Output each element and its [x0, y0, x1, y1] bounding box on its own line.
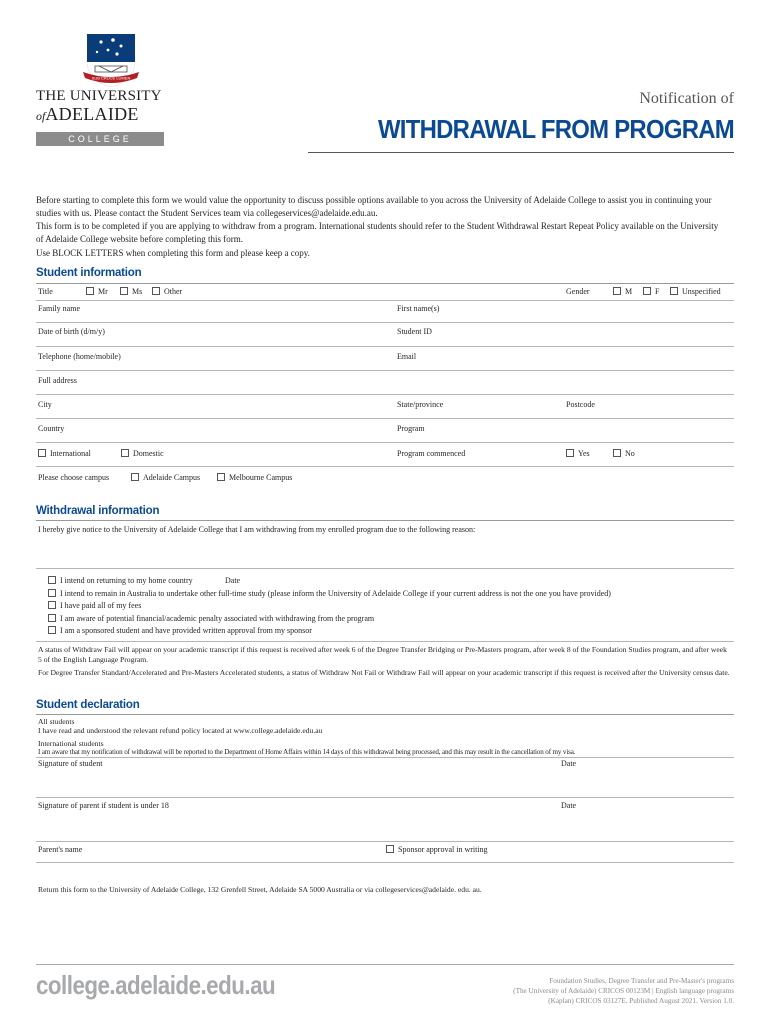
withdraw-fail-note: A status of Withdraw Fail will appear on your academic transcript if this request is received after week 6 of the Degree Transfer Bridging or Pre-Masters program, after week 8 of the Foundation Studies program, and after week 5 of the English Language Program. [38, 645, 727, 664]
footer-line1: Foundation Studies, Degree Transfer and Pre-Master's programs [549, 977, 734, 985]
title-option-ms[interactable]: Ms [120, 287, 142, 297]
unspecified-checkbox[interactable] [670, 287, 678, 295]
declaration-heading: Student declaration [36, 699, 140, 711]
state-field[interactable]: State/province [397, 400, 444, 409]
logo-of: of [36, 109, 46, 123]
declaration-top-rule [36, 714, 734, 715]
row-rule [36, 394, 734, 395]
all-students-label: All students [38, 717, 75, 726]
title-option-mr[interactable]: Mr [86, 287, 108, 297]
student-id-field[interactable]: Student ID [397, 327, 432, 336]
university-logo [36, 32, 168, 150]
return-date-field[interactable]: Date [225, 576, 241, 585]
signature-rule [36, 841, 734, 842]
postcode-field[interactable]: Postcode [566, 400, 595, 409]
census-date-note: For Degree Transfer Standard/Accelerated and Pre-Masters Accelerated students, a status of Withdraw Not Fail or Withdraw Fail will appear on your academic transcript if this request is received after the University census date. [38, 668, 730, 677]
row-rule [36, 466, 734, 467]
full-address-field[interactable]: Full address [38, 376, 77, 385]
notification-label: Notification of [639, 90, 734, 107]
domestic-checkbox[interactable] [121, 449, 129, 457]
remain-australia-checkbox[interactable] [48, 589, 56, 597]
logo-line1: THE UNIVERSITY [36, 88, 162, 104]
row-rule [36, 300, 734, 301]
international-checkbox[interactable] [38, 449, 46, 457]
visa-statement: I am aware that my notification of withdrawal will be reported to the Department of Home Affairs within 14 days of this withdrawal being processed, and this may result in the cancellation of my visa. [38, 748, 576, 756]
parents-name-field[interactable]: Parent's name [38, 845, 83, 854]
commenced-yes-option[interactable]: Yes [566, 449, 590, 459]
student-signature-field[interactable]: Signature of student [38, 759, 103, 768]
reason-rule [36, 568, 734, 569]
yes-checkbox[interactable] [566, 449, 574, 457]
student-info-top-rule [36, 283, 734, 284]
intro-paragraph-1: Before starting to complete this form we would value the opportunity to discuss possible options available to you across the University of Adelaide College to assist you in continuing your studies with us. Please contact the Student Services team via collegeservices@adelaide.edu.au. [36, 195, 712, 218]
footer-line3: (Kaplan) CRICOS 03127E. Published August 2021. Version 1.0. [548, 997, 734, 1005]
commenced-no-option[interactable]: No [613, 449, 635, 459]
penalty-aware-checkbox[interactable] [48, 614, 56, 622]
title-label: Title [38, 287, 53, 296]
row-rule [36, 442, 734, 443]
row-rule [36, 346, 734, 347]
sponsored-checkbox[interactable] [48, 626, 56, 634]
program-field[interactable]: Program [397, 424, 425, 433]
page-title: WITHDRAWAL FROM PROGRAM [377, 114, 734, 144]
reason-remain-australia[interactable]: I intend to remain in Australia to undertake other full-time study (please inform the University of Adelaide College if your current address is not the one you have provided) [48, 589, 611, 599]
parent-signature-field[interactable]: Signature of parent if student is under 18 [38, 801, 169, 810]
gender-option-m[interactable]: M [613, 287, 632, 297]
gender-option-f[interactable]: F [643, 287, 659, 297]
no-checkbox[interactable] [613, 449, 621, 457]
email-field[interactable]: Email [397, 352, 417, 361]
footer-url-link[interactable]: college.adelaide.edu.au [36, 970, 276, 1000]
gender-label: Gender [566, 287, 590, 296]
reason-penalty-aware[interactable]: I am aware of potential financial/academic penalty associated with withdrawing from the program [48, 614, 374, 624]
return-instructions: Return this form to the University of Adelaide College, 132 Grenfell Street, Adelaide SA 5000 Australia or via collegeservices@adelaide. edu. au. [38, 885, 482, 894]
shield-crest-icon [81, 32, 141, 88]
footer-line2: (The University of Adelaide) CRICOS 00123M | English language programs [513, 987, 734, 995]
dob-field[interactable]: Date of birth (d/m/y) [38, 327, 105, 336]
footer-cricos-info [513, 976, 734, 1006]
f-checkbox[interactable] [643, 287, 651, 295]
reason-paid-fees[interactable]: I have paid all of my fees [48, 601, 141, 611]
paid-fees-checkbox[interactable] [48, 601, 56, 609]
parent-date-field[interactable]: Date [561, 801, 577, 810]
refund-statement: I have read and understood the relevant refund policy located at www.college.adelaide.edu.au [38, 726, 323, 735]
program-commenced-label: Program commenced [397, 449, 466, 458]
country-field[interactable]: Country [38, 424, 65, 433]
withdrawal-info-heading: Withdrawal information [36, 505, 160, 517]
international-option[interactable]: International [38, 449, 91, 459]
family-name-field[interactable]: Family name [38, 304, 80, 313]
withdrawal-top-rule [36, 520, 734, 521]
adelaide-campus-option[interactable]: Adelaide Campus [131, 473, 200, 483]
ms-checkbox[interactable] [120, 287, 128, 295]
first-names-field[interactable]: First name(s) [397, 304, 440, 313]
city-field[interactable]: City [38, 400, 52, 409]
shield-ribbon-text: SUB CRUCE LUMEN [91, 75, 131, 81]
title-option-other[interactable]: Other [152, 287, 182, 297]
logo-line2: ADELAIDE [45, 104, 139, 124]
gender-option-unspecified[interactable]: Unspecified [670, 287, 721, 297]
footer-rule [36, 964, 734, 965]
mr-checkbox[interactable] [86, 287, 94, 295]
intro-paragraph-3: Use BLOCK LETTERS when completing this form and please keep a copy. [36, 248, 310, 258]
reason-sponsored[interactable]: I am a sponsored student and have provided written approval from my sponsor [48, 626, 312, 636]
declaration-rule [36, 757, 734, 758]
adelaide-campus-checkbox[interactable] [131, 473, 139, 481]
intro-paragraph-2: This form is to be completed if you are applying to withdraw from a program. International students should refer to the Student Withdrawal Restart Repeat Policy available on the University of Adelaide College website before completing this form. [36, 221, 719, 244]
row-rule [36, 322, 734, 323]
signature-rule [36, 797, 734, 798]
intl-students-label: International students [38, 739, 104, 748]
row-rule [36, 418, 734, 419]
logo-college-bar: COLLEGE [36, 132, 164, 146]
reason-home-country[interactable]: I intend on returning to my home country [48, 576, 193, 586]
header-divider [308, 152, 734, 153]
options-rule [36, 641, 734, 642]
withdrawal-notice: I hereby give notice to the University of Adelaide College that I am withdrawing from my enrolled program due to the following reason: [38, 525, 476, 534]
home-country-checkbox[interactable] [48, 576, 56, 584]
telephone-field[interactable]: Telephone (home/mobile) [38, 352, 121, 361]
sponsor-approval-option[interactable]: Sponsor approval in writing [386, 845, 488, 855]
campus-label: Please choose campus [38, 473, 110, 482]
other-checkbox[interactable] [152, 287, 160, 295]
m-checkbox[interactable] [613, 287, 621, 295]
melbourne-campus-checkbox[interactable] [217, 473, 225, 481]
sponsor-approval-checkbox[interactable] [386, 845, 394, 853]
student-info-heading: Student information [36, 267, 142, 279]
row-rule [36, 370, 734, 371]
student-date-field[interactable]: Date [561, 759, 577, 768]
melbourne-campus-option[interactable]: Melbourne Campus [217, 473, 292, 483]
parent-rule [36, 862, 734, 863]
domestic-option[interactable]: Domestic [121, 449, 164, 459]
